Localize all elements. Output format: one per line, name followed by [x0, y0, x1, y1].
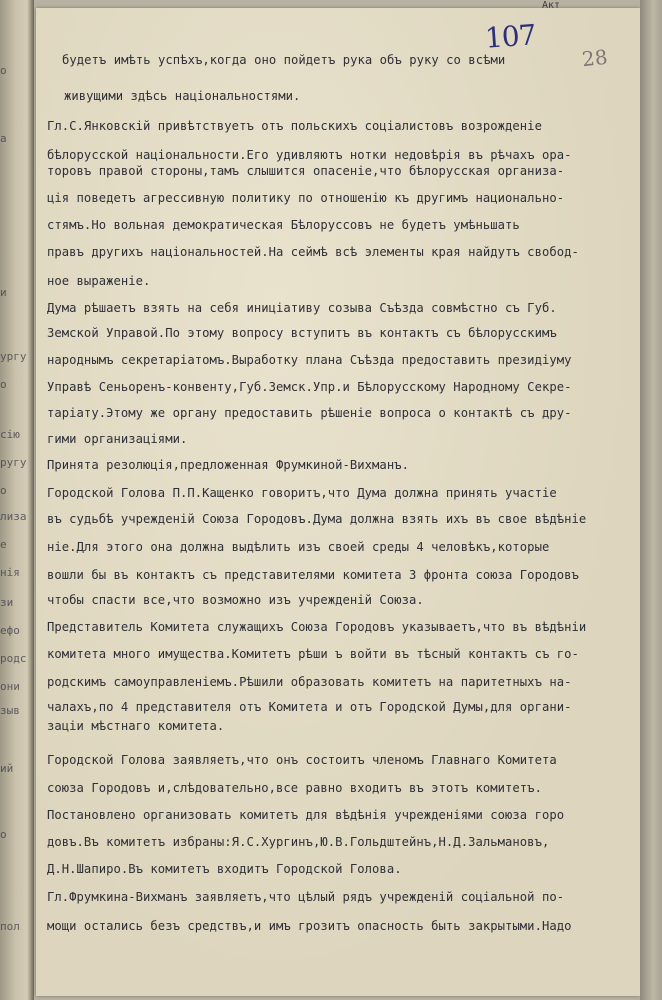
text-line: Земской Управой.По этому вопросу вступитъ въ контактъ съ бѣлорусскимъ: [47, 326, 557, 340]
text-line: гими организаціями.: [47, 432, 188, 446]
margin-fragment: нія: [0, 566, 20, 579]
text-line: Гл.Фрумкина-Вихманъ заявляетъ,что цѣлый рядъ учрежденій соціальной по-: [47, 890, 565, 904]
margin-fragment: они: [0, 680, 20, 693]
text-line: живущими здѣсь національностями.: [64, 89, 301, 103]
margin-fragment: пол: [0, 920, 20, 933]
text-line: въ судьбѣ учрежденій Союза Городовъ.Дума должна взять ихъ въ свое вѣдѣніе: [47, 512, 587, 526]
text-line: Д.Н.Шапиро.Въ комитетъ входитъ Городской Голова.: [47, 862, 402, 876]
adjacent-page-edge: [0, 0, 34, 1000]
margin-fragment: сію: [0, 428, 20, 441]
text-line: Принята резолюція,предложенная Фрумкиной-Вихманъ.: [47, 458, 409, 472]
text-line: родскимъ самоуправленіемъ.Рѣшили образовать комитетъ на паритетныхъ на-: [47, 675, 572, 689]
text-line: таріату.Этому же органу предоставить рѣшеніе вопроса о контактѣ съ дру-: [47, 406, 572, 420]
margin-fragment: ий: [0, 762, 14, 775]
margin-fragment: родс: [0, 652, 27, 665]
text-line: Гл.С.Янковскій привѣтствуетъ отъ польскихъ соціалистовъ возрожденіе: [47, 119, 542, 133]
margin-fragment: е: [0, 538, 7, 551]
archive-page-number: 107: [483, 18, 537, 55]
text-line: стямъ.Но вольная демократическая Бѣлоруссовъ не будетъ умѣньшать: [47, 218, 520, 232]
margin-fragment: о: [0, 484, 7, 497]
text-line: мощи остались безъ средствъ,и имъ грозитъ опасность быть закрытыми.Надо: [47, 919, 572, 933]
archive-page-number-secondary: 28: [580, 44, 609, 72]
text-line: правъ другихъ національностей.На сеймѣ всѣ элементы края найдутъ свобод-: [47, 245, 579, 259]
text-line: вошли бы въ контактъ съ представителями комитета 3 фронта союза Городовъ: [47, 568, 579, 582]
text-line: бѣлорусской національности.Его удивляютъ нотки недовѣрія въ рѣчахъ ора-: [47, 148, 572, 162]
margin-fragment: ургу: [0, 350, 27, 363]
margin-fragment: о: [0, 378, 7, 391]
corner-note: Акт: [541, 0, 560, 11]
text-line: народнымъ секретаріатомъ.Выработку плана Съѣзда предоставить президіуму: [47, 353, 572, 367]
text-line: ніе.Для этого она должна выдѣлить изъ своей среды 4 человѣкъ,которые: [47, 540, 550, 554]
text-line: Городской Голова П.П.Кащенко говоритъ,что Дума должна принять участіе: [47, 486, 557, 500]
text-line: ное выраженіе.: [47, 274, 151, 288]
margin-fragment: ефо: [0, 624, 20, 637]
text-line: союза Городовъ и,слѣдовательно,все равно входитъ въ этотъ комитетъ.: [47, 781, 542, 795]
text-line: Дума рѣшаетъ взять на себя иниціативу созыва Съѣзда совмѣстно съ Губ.: [47, 301, 557, 315]
text-line: комитета много имущества.Комитетъ рѣши ъ войти въ тѣсный контактъ съ го-: [47, 647, 579, 661]
text-line: Управѣ Сеньоренъ-конвенту,Губ.Земск.Упр.и Бѣлорусскому Народному Секре-: [47, 380, 572, 394]
text-line: довъ.Въ комитетъ избраны:Я.С.Хургинъ,Ю.В.Гольдштейнъ,Н.Д.Зальмановъ,: [47, 835, 550, 849]
margin-fragment: и: [0, 286, 7, 299]
margin-fragment: о: [0, 64, 7, 77]
text-line: Постановлено организовать комитетъ для вѣдѣнія учрежденіями союза горо: [47, 808, 565, 822]
margin-fragment: зи: [0, 596, 14, 609]
margin-fragment: лиза: [0, 510, 27, 523]
text-line: заціи мѣстнаго комитета.: [47, 719, 225, 733]
margin-fragment: ругу: [0, 456, 27, 469]
text-line: чалахъ,по 4 представителя отъ Комитета и отъ Городской Думы,для органи-: [47, 700, 572, 714]
text-line: Представитель Комитета служащихъ Союза Городовъ указываетъ,что въ вѣдѣніи: [47, 620, 587, 634]
margin-fragment: а: [0, 132, 7, 145]
text-line: торовъ правой стороны,тамъ слышится опасеніе,что бѣлорусская организа-: [47, 164, 565, 178]
margin-fragment: зыв: [0, 704, 20, 717]
text-line: ція поведетъ агрессивную политику по отношенію къ другимъ национально-: [47, 191, 565, 205]
margin-fragment: о: [0, 828, 7, 841]
text-line: чтобы спасти все,что возможно изъ учрежденій Союза.: [47, 593, 424, 607]
text-line: Городской Голова заявляетъ,что онъ состоитъ членомъ Главнаго Комитета: [47, 753, 557, 767]
right-binding-edge: [640, 0, 662, 1000]
text-line: будетъ имѣть успѣхъ,когда оно пойдетъ рука объ руку со всѣми: [62, 53, 506, 67]
